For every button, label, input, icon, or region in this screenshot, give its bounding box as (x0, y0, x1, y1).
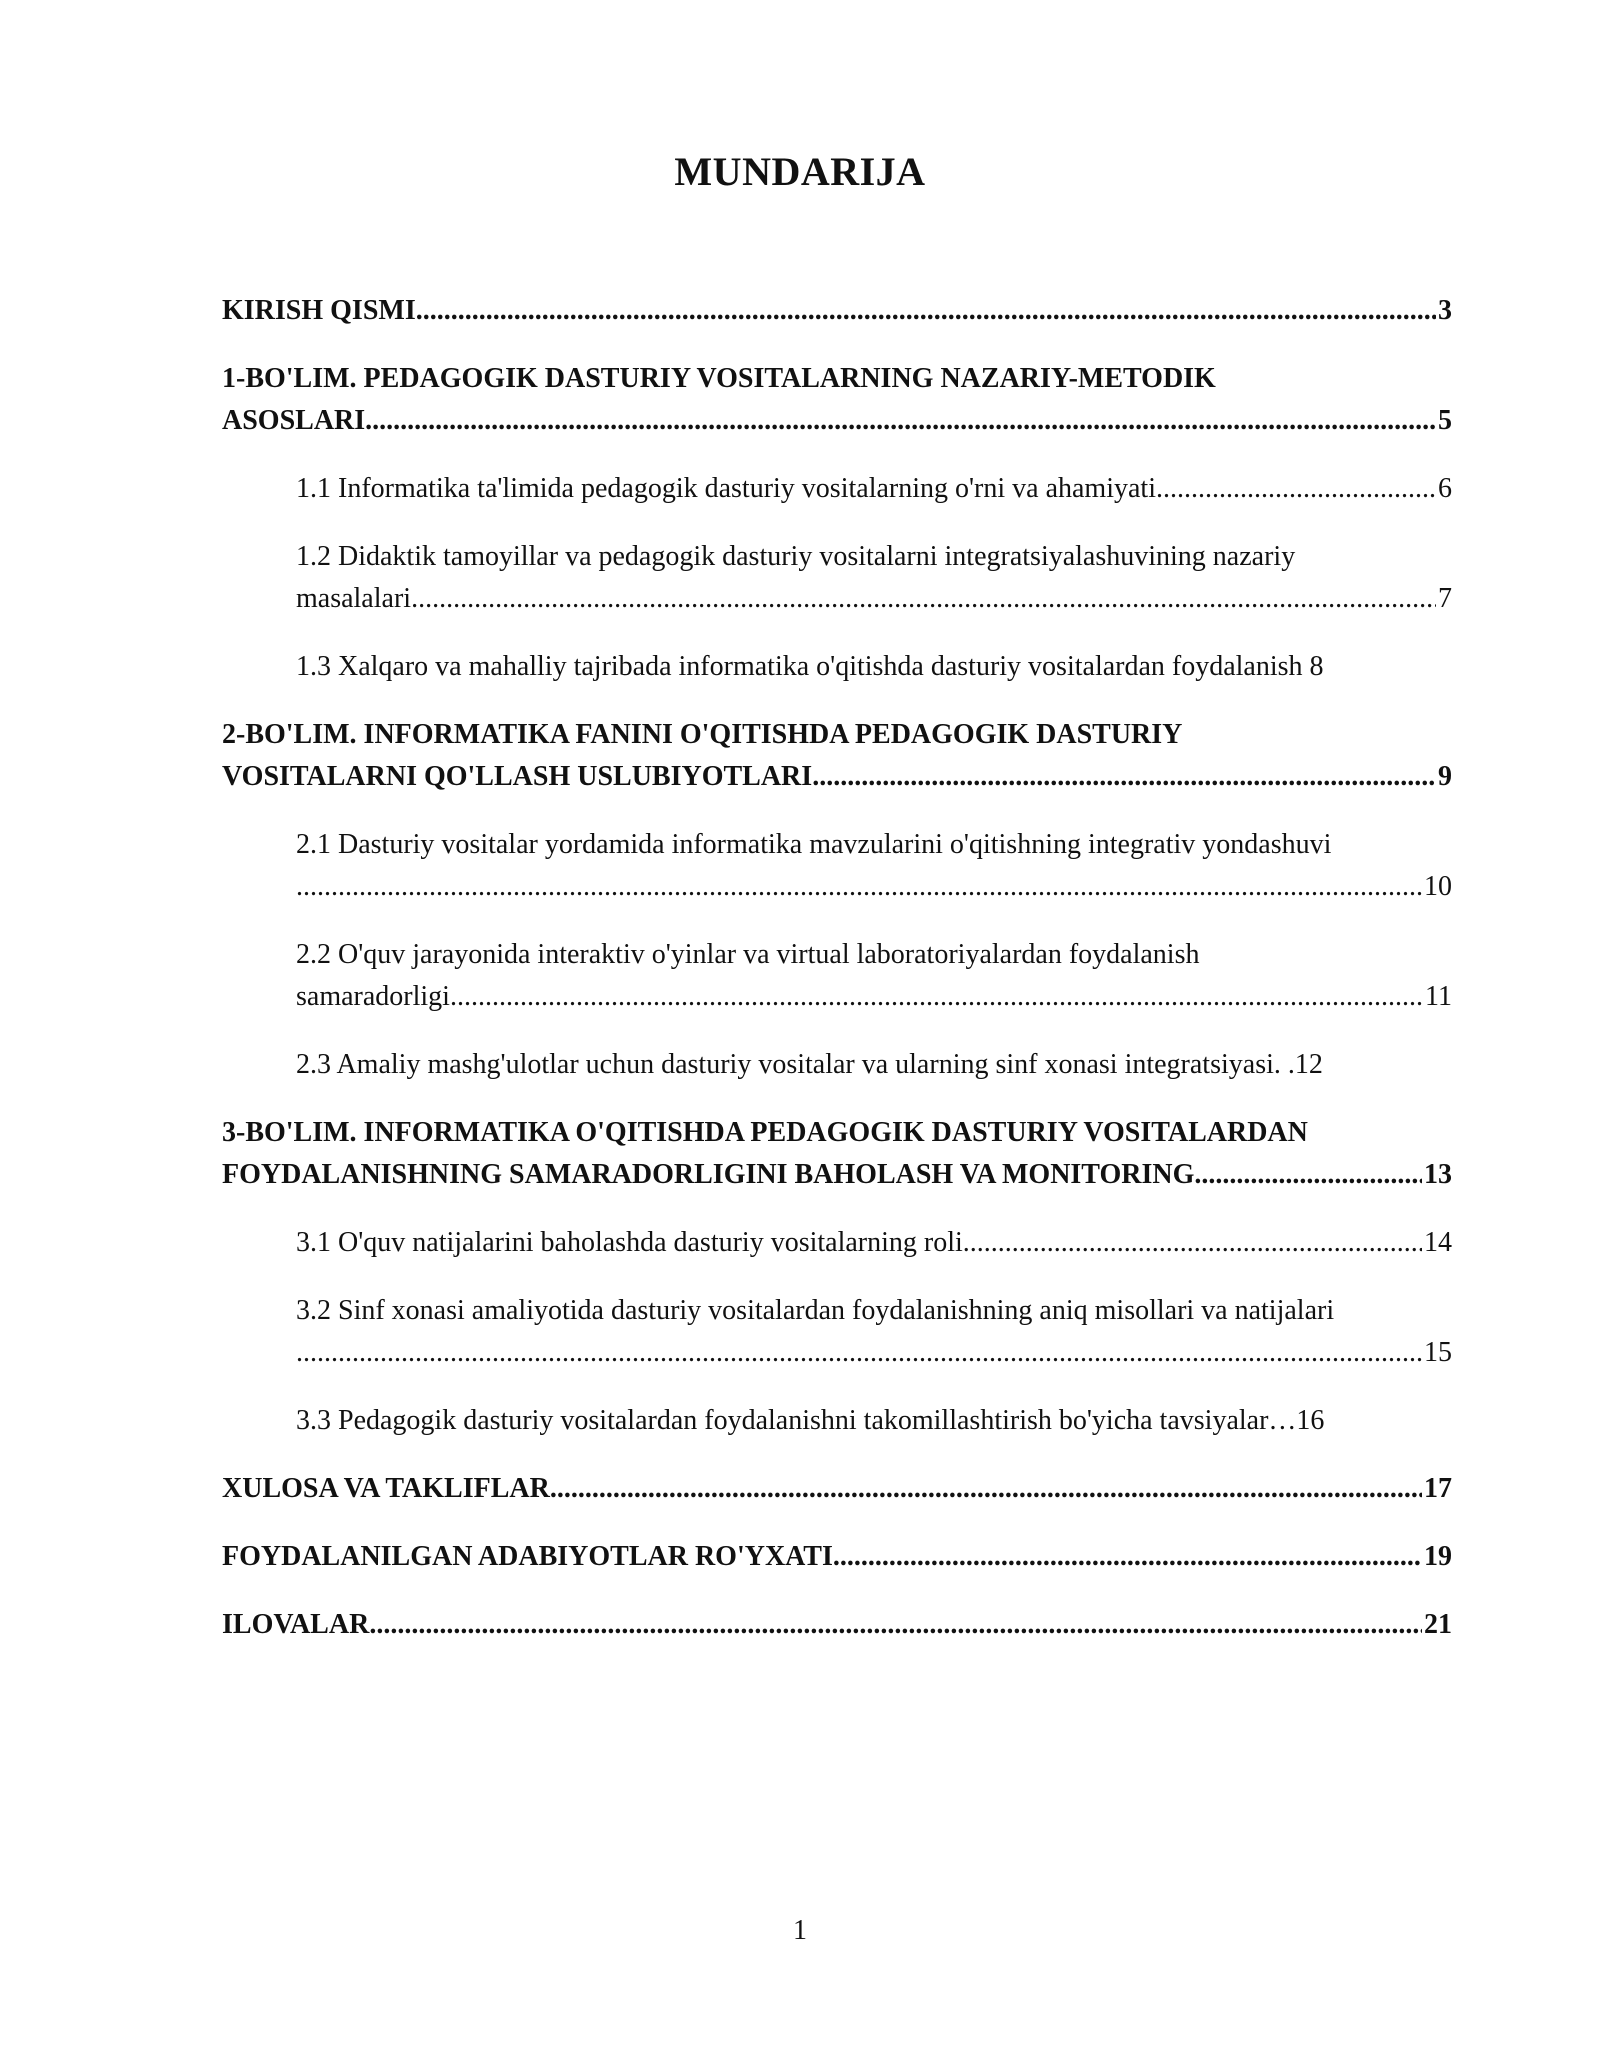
dot-leader (369, 1604, 1422, 1646)
toc-page-number: 13 (1424, 1159, 1452, 1190)
toc-page-number: 6 (1438, 473, 1452, 504)
table-of-contents (222, 290, 1452, 1672)
dot-leader (365, 400, 1436, 442)
toc-page-number: 5 (1438, 405, 1452, 436)
dot-leader (296, 1332, 1422, 1374)
toc-entry-label-line1: 2.1 Dasturiy vositalar yordamida informatika mavzularini o'qitishning integrativ yondashuvi (296, 829, 1332, 860)
dot-leader (416, 290, 1436, 332)
toc-entry-3-2[interactable] (296, 1290, 1452, 1374)
toc-entry-label: 2.3 Amaliy mashg'ulotlar uchun dasturiy vositalar va ularning sinf xonasi integratsiyasi (296, 1049, 1274, 1080)
toc-entry-1-1[interactable] (296, 468, 1452, 510)
toc-page-number: 9 (1438, 761, 1452, 792)
toc-entry-bolim-1[interactable] (222, 358, 1452, 442)
toc-entry-label: 3.3 Pedagogik dasturiy vositalardan foydalanishni takomillashtirish bo'yicha tavsiyalar… (296, 1405, 1297, 1436)
toc-page-number: 17 (1424, 1473, 1452, 1504)
toc-entry-label: XULOSA VA TAKLIFLAR (222, 1473, 550, 1504)
toc-entry-ilovalar[interactable] (222, 1604, 1452, 1646)
toc-page-number: 3 (1438, 295, 1452, 326)
toc-page-number: 10 (1424, 871, 1452, 902)
toc-entry-label: KIRISH QISMI (222, 295, 416, 326)
toc-entry-xulosa[interactable] (222, 1468, 1452, 1510)
toc-page-number: 15 (1424, 1337, 1452, 1368)
toc-entry-label-line2: FOYDALANISHNING SAMARADORLIGINI BAHOLASH VA MONITORING (222, 1159, 1195, 1190)
dot-leader (1156, 468, 1436, 510)
toc-entry-bolim-3[interactable] (222, 1112, 1452, 1196)
dot-leader (833, 1536, 1422, 1578)
toc-entry-label-line1: 3-BO'LIM. INFORMATIKA O'QITISHDA PEDAGOGIK DASTURIY VOSITALARDAN (222, 1117, 1308, 1148)
dot-leader (1194, 1154, 1422, 1196)
toc-entry-2-1[interactable] (296, 824, 1452, 908)
toc-entry-label: ILOVALAR (222, 1609, 370, 1640)
page-number: 1 (793, 1915, 807, 1946)
toc-entry-label-line1: 1.2 Didaktik tamoyillar va pedagogik dasturiy vositalarni integratsiyalashuvining nazariy (296, 541, 1296, 572)
toc-entry-3-3[interactable] (296, 1400, 1452, 1442)
toc-entry-label-line2: samaradorligi (296, 981, 450, 1012)
dot-leader (411, 578, 1436, 620)
toc-entry-label-line1: 3.2 Sinf xonasi amaliyotida dasturiy vositalardan foydalanishning aniq misollari va natijalari (296, 1295, 1335, 1326)
dot-leader (963, 1222, 1422, 1264)
dot-leader (812, 756, 1436, 798)
toc-page-number: 12 (1294, 1049, 1323, 1080)
toc-page-number: 8 (1309, 651, 1324, 682)
toc-page-number: 16 (1296, 1405, 1325, 1436)
toc-page-number: 14 (1424, 1227, 1452, 1258)
toc-entry-label-line1: 2.2 O'quv jarayonida interaktiv o'yinlar va virtual laboratoriyalardan foydalanish (296, 939, 1200, 970)
toc-entry-2-2[interactable] (296, 934, 1452, 1018)
dot-leader (296, 866, 1422, 908)
toc-page-number: 11 (1425, 981, 1452, 1012)
toc-entry-label: 3.1 O'quv natijalarini baholashda dasturiy vositalarning roli (296, 1227, 963, 1258)
toc-page-number: 21 (1424, 1609, 1452, 1640)
toc-entry-3-1[interactable] (296, 1222, 1452, 1264)
toc-entry-1-3[interactable] (296, 646, 1452, 688)
toc-entry-label: FOYDALANILGAN ADABIYOTLAR RO'YXATI (222, 1541, 833, 1572)
toc-entry-kirish[interactable] (222, 290, 1452, 332)
toc-entry-label-line2: ASOSLARI (222, 405, 366, 436)
toc-page-number: 19 (1424, 1541, 1452, 1572)
toc-entry-label-line2: VOSITALARNI QO'LLASH USLUBIYOTLARI (222, 761, 813, 792)
toc-entry-2-3[interactable] (296, 1044, 1452, 1086)
toc-entry-label: 1.3 Xalqaro va mahalliy tajribada informatika o'qitishda dasturiy vositalardan foydalanish (296, 651, 1303, 682)
toc-entry-label-line1: 2-BO'LIM. INFORMATIKA FANINI O'QITISHDA PEDAGOGIK DASTURIY (222, 719, 1183, 750)
dot-leader (550, 1468, 1422, 1510)
toc-entry-label-line2: masalalari (296, 583, 412, 614)
toc-entry-adabiyotlar[interactable] (222, 1536, 1452, 1578)
toc-entry-label: 1.1 Informatika ta'limida pedagogik dasturiy vositalarning o'rni va ahamiyati (296, 473, 1156, 504)
dot-leader (450, 976, 1423, 1018)
page-title: MUNDARIJA (674, 149, 926, 194)
toc-page-number: 7 (1438, 583, 1452, 614)
dot-leader: . . (1273, 1049, 1295, 1080)
toc-entry-bolim-2[interactable] (222, 714, 1452, 798)
toc-entry-1-2[interactable] (296, 536, 1452, 620)
toc-entry-label-line1: 1-BO'LIM. PEDAGOGIK DASTURIY VOSITALARNING NAZARIY-METODIK (222, 363, 1216, 394)
